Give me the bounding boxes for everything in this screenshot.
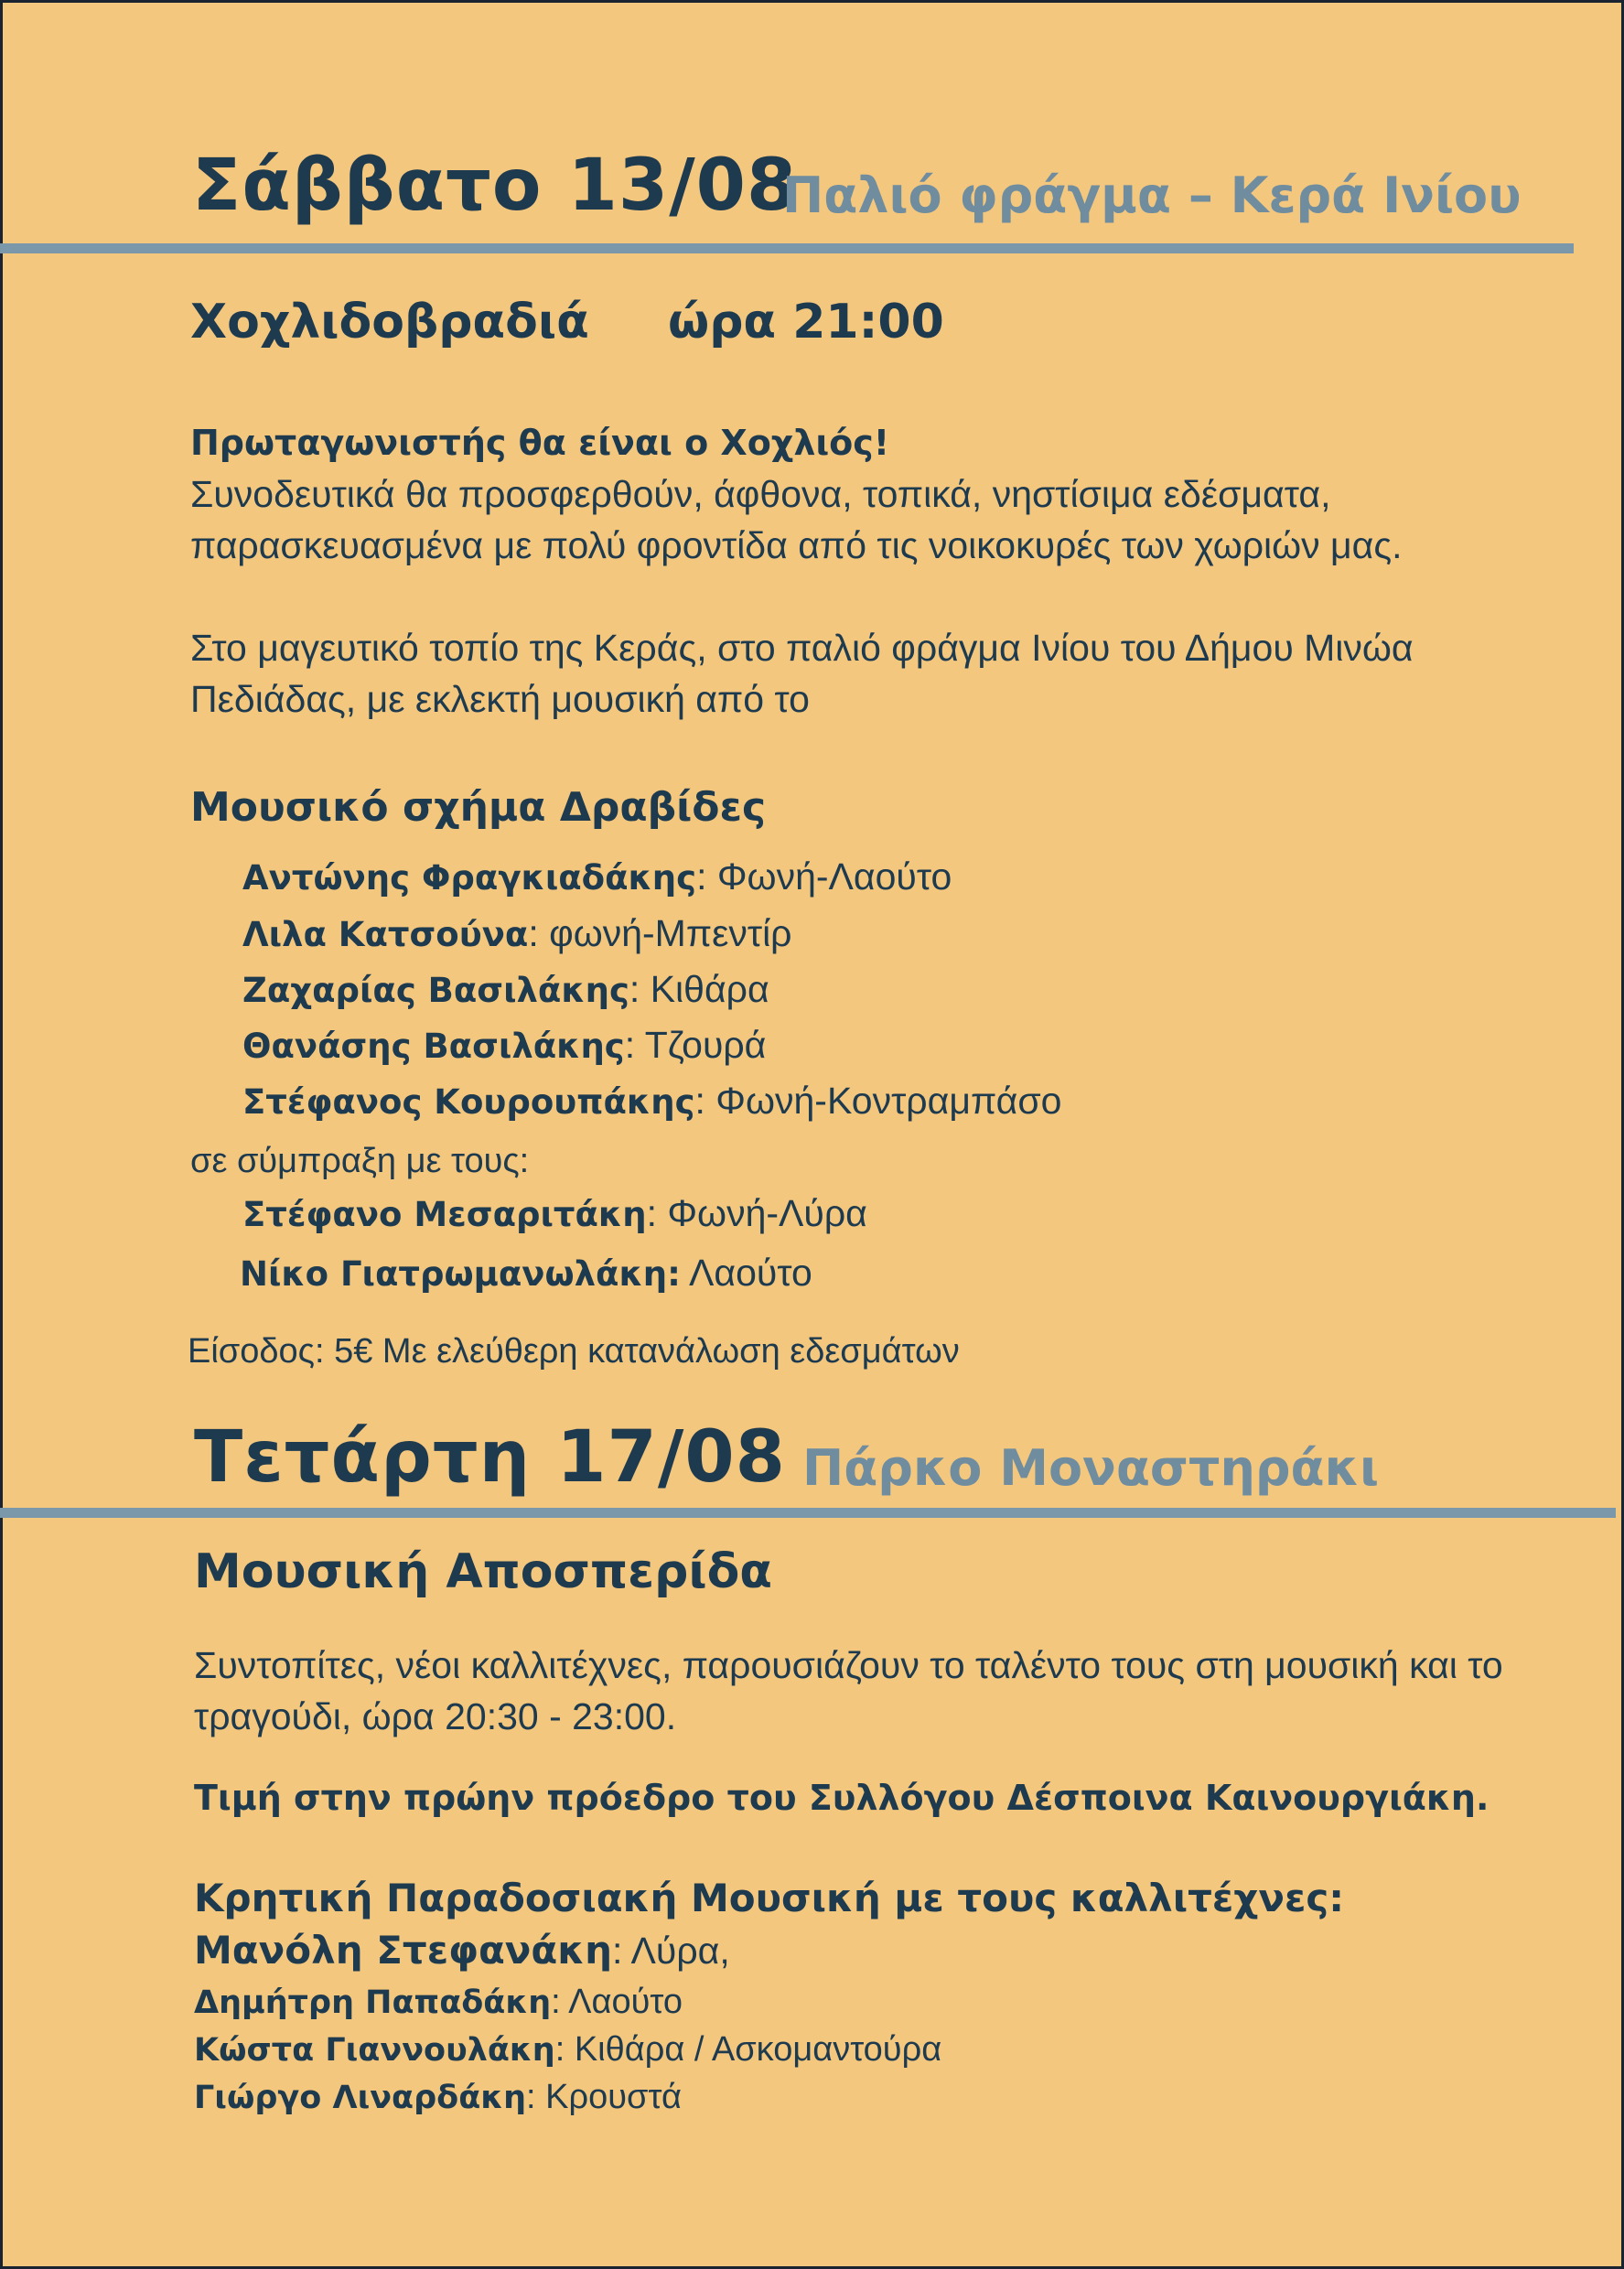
artist-name: Μανόλη Στεφανάκη xyxy=(194,1928,612,1973)
guest-name: Στέφανο Μεσαριτάκη xyxy=(242,1195,647,1234)
member-role: : Φωνή-Λαούτο xyxy=(696,855,952,898)
member-name: Αντώνης Φραγκιαδάκης xyxy=(242,858,697,898)
artist-role: : Λύρα, xyxy=(612,1930,730,1972)
artist-name: Γιώργο Λιναρδάκη xyxy=(194,2080,527,2116)
artist-line xyxy=(194,1928,730,1973)
event1-time: ώρα 21:00 xyxy=(668,295,944,349)
event2-paragraph: Συντοπίτες, νέοι καλλιτέχνες, παρουσιάζουν το ταλέντο τους στη μουσική και το τραγούδι, ώρα 20:30 - 23:00. xyxy=(194,1644,1503,1737)
artist-role: : Κιθάρα / Ασκομαντούρα xyxy=(554,2030,942,2069)
event2-artists-title: Κρητική Παραδοσιακή Μουσική με τους καλλιτέχνες: xyxy=(194,1876,1345,1920)
artist-role: : Κρουστά xyxy=(526,2078,682,2116)
artist-line xyxy=(194,2030,941,2070)
member-line xyxy=(242,1024,766,1067)
guest-line xyxy=(240,1252,812,1295)
member-line xyxy=(242,912,792,955)
member-role: : φωνή-Μπεντίρ xyxy=(528,912,792,954)
artist-role: : Λαούτο xyxy=(551,1983,683,2021)
event2-venue: Πάρκο Μοναστηράκι xyxy=(802,1439,1380,1497)
event1-entry: Είσοδος: 5€ Με ελεύθερη κατανάλωση εδεσμάτων xyxy=(188,1332,960,1371)
event2-title: Μουσική Αποσπερίδα xyxy=(194,1544,773,1599)
guest-role: : Φωνή-Λύρα xyxy=(646,1192,867,1234)
event1-group-title: Μουσικό σχήμα Δραβίδες xyxy=(190,784,767,831)
event2-divider xyxy=(0,1508,1616,1518)
member-role: : Φωνή-Κοντραμπάσο xyxy=(694,1080,1062,1122)
event1-divider xyxy=(0,243,1574,253)
member-role: : Κιθάρα xyxy=(629,968,769,1010)
artist-name: Κώστα Γιαννουλάκη xyxy=(194,2032,555,2069)
artist-name: Δημήτρη Παπαδάκη xyxy=(194,1984,552,2021)
event2-tribute: Τιμή στην πρώην πρόεδρο του Συλλόγου Δέσποινα Καινουργιάκη. xyxy=(194,1778,1490,1818)
event1-paragraph-2: Στο μαγευτικό τοπίο της Κεράς, στο παλιό φράγμα Ινίου του Δήμου Μινώα Πεδιάδας, με εκλεκτή μουσική από το xyxy=(190,627,1414,720)
collab-label: σε σύμπραξη με τους: xyxy=(190,1142,530,1180)
member-line xyxy=(242,855,952,898)
event2-date: Τετάρτη 17/08 xyxy=(194,1416,786,1499)
member-role: : Τζουρά xyxy=(624,1024,767,1066)
event1-paragraph-1: Συνοδευτικά θα προσφερθούν, άφθονα, τοπικά, νηστίσιμα εδέσματα, παρασκευασμένα με πολύ φροντίδα από τις νοικοκυρές των χωριών μας. xyxy=(190,473,1403,566)
guest-line xyxy=(242,1192,867,1235)
event1-date: Σάββατο 13/08 xyxy=(192,145,798,227)
guest-role: Λαούτο xyxy=(680,1252,812,1294)
member-name: Στέφανος Κουρουπάκης xyxy=(242,1082,695,1122)
event1-lead: Πρωταγωνιστής θα είναι ο Χοχλιός! xyxy=(190,423,890,463)
member-line xyxy=(242,1080,1061,1123)
member-name: Θανάσης Βασιλάκης xyxy=(242,1027,625,1066)
member-name: Λιλα Κατσούνα xyxy=(242,915,529,954)
event1-title: Χοχλιδοβραδιά xyxy=(190,295,589,349)
member-name: Ζαχαρίας Βασιλάκης xyxy=(242,971,629,1010)
artist-line xyxy=(194,1983,683,2022)
artist-line xyxy=(194,2078,682,2117)
guest-name: Νίκο Γιατρωμανωλάκη: xyxy=(240,1254,681,1294)
event1-venue: Παλιό φράγμα – Κερά Ινίου xyxy=(782,167,1522,224)
member-line xyxy=(242,968,769,1011)
